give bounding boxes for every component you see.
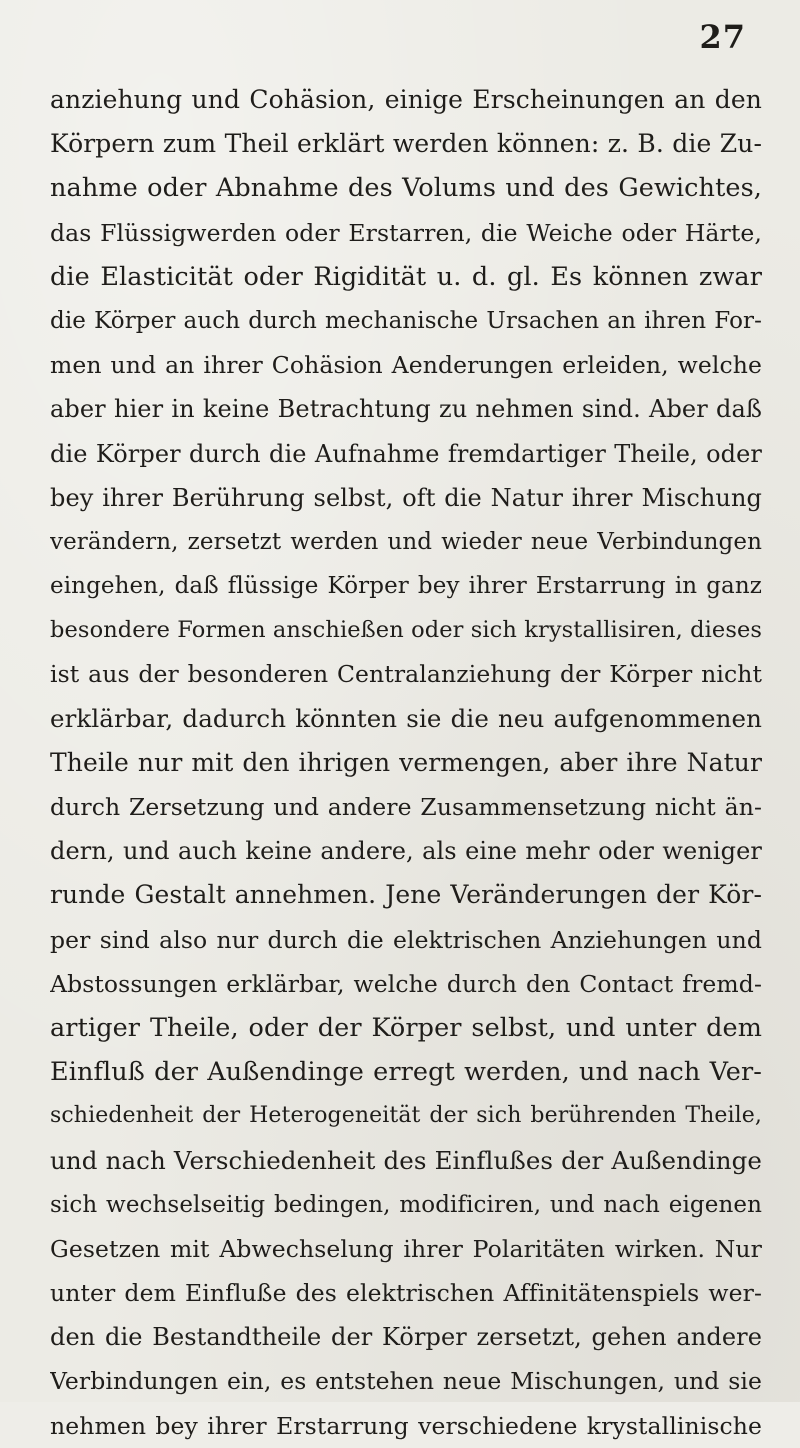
text-line: dern, und auch keine andere, als eine mehr oder weniger <box>50 837 762 866</box>
text-line: durch Zersetzung und andere Zusammensetzung nicht än- <box>50 793 762 821</box>
text-line: nahme oder Abnahme des Volums und des Gewichtes, <box>50 173 762 204</box>
text-line: unter dem Einfluße des elektrischen Affinitätenspiels wer- <box>50 1279 762 1308</box>
text-line: die Elasticität oder Rigidität u. d. gl. Es können zwar <box>50 261 762 292</box>
text-line: Verbindungen ein, es entstehen neue Mischungen, und sie <box>50 1367 762 1396</box>
body-text <box>50 78 762 1448</box>
text-line: Gesetzen mit Abwechselung ihrer Polaritäten wirken. Nur <box>50 1234 762 1263</box>
text-line: artiger Theile, oder der Körper selbst, und unter dem <box>50 1012 762 1043</box>
text-line: schiedenheit der Heterogeneität der sich berührenden Theile, <box>50 1103 762 1129</box>
text-line: und nach Verschiedenheit des Einflußes der Außendinge <box>50 1145 762 1175</box>
text-line: aber hier in keine Betrachtung zu nehmen sind. Aber daß <box>50 395 762 424</box>
text-line: erklärbar, dadurch könnten sie die neu aufgenommenen <box>50 703 762 733</box>
text-line: anziehung und Cohäsion, einige Erscheinungen an den <box>50 85 762 114</box>
text-line: bey ihrer Berührung selbst, oft die Natur ihrer Mischung <box>50 483 762 512</box>
text-line: nehmen bey ihrer Erstarrung verschiedene krystallinische <box>50 1411 762 1440</box>
text-line: per sind also nur durch die elektrischen Anziehungen und <box>50 925 762 954</box>
text-line: sich wechselseitig bedingen, modificiren, und nach eigenen <box>50 1191 762 1218</box>
text-line: Abstossungen erklärbar, welche durch den Contact fremd- <box>50 969 762 998</box>
text-line: Körpern zum Theil erklärt werden können: z. B. die Zu- <box>50 129 762 159</box>
text-line: Theile nur mit den ihrigen vermengen, aber ihre Natur <box>50 747 762 777</box>
text-line: den die Bestandtheile der Körper zersetzt, gehen andere <box>50 1323 762 1352</box>
text-line: ist aus der besonderen Centralanziehung der Körper nicht <box>50 660 762 689</box>
text-line: besondere Formen anschießen oder sich krystallisiren, dieses <box>50 617 762 644</box>
text-line: das Flüssigwerden oder Erstarren, die Weiche oder Härte, <box>50 218 762 247</box>
text-line: die Körper durch die Aufnahme fremdartiger Theile, oder <box>50 439 762 468</box>
text-line: verändern, zersetzt werden und wieder neue Verbindungen <box>50 528 762 555</box>
text-line: men und an ihrer Cohäsion Aenderungen erleiden, welche <box>50 351 762 380</box>
text-line: Einfluß der Außendinge erregt werden, und nach Ver- <box>50 1057 762 1088</box>
text-line: runde Gestalt annehmen. Jene Veränderungen der Kör- <box>50 880 762 910</box>
page-number: 27 <box>699 18 746 56</box>
text-line: die Körper auch durch mechanische Ursachen an ihren For- <box>50 307 762 334</box>
text-line: eingehen, daß flüssige Körper bey ihrer Erstarrung in ganz <box>50 573 762 600</box>
